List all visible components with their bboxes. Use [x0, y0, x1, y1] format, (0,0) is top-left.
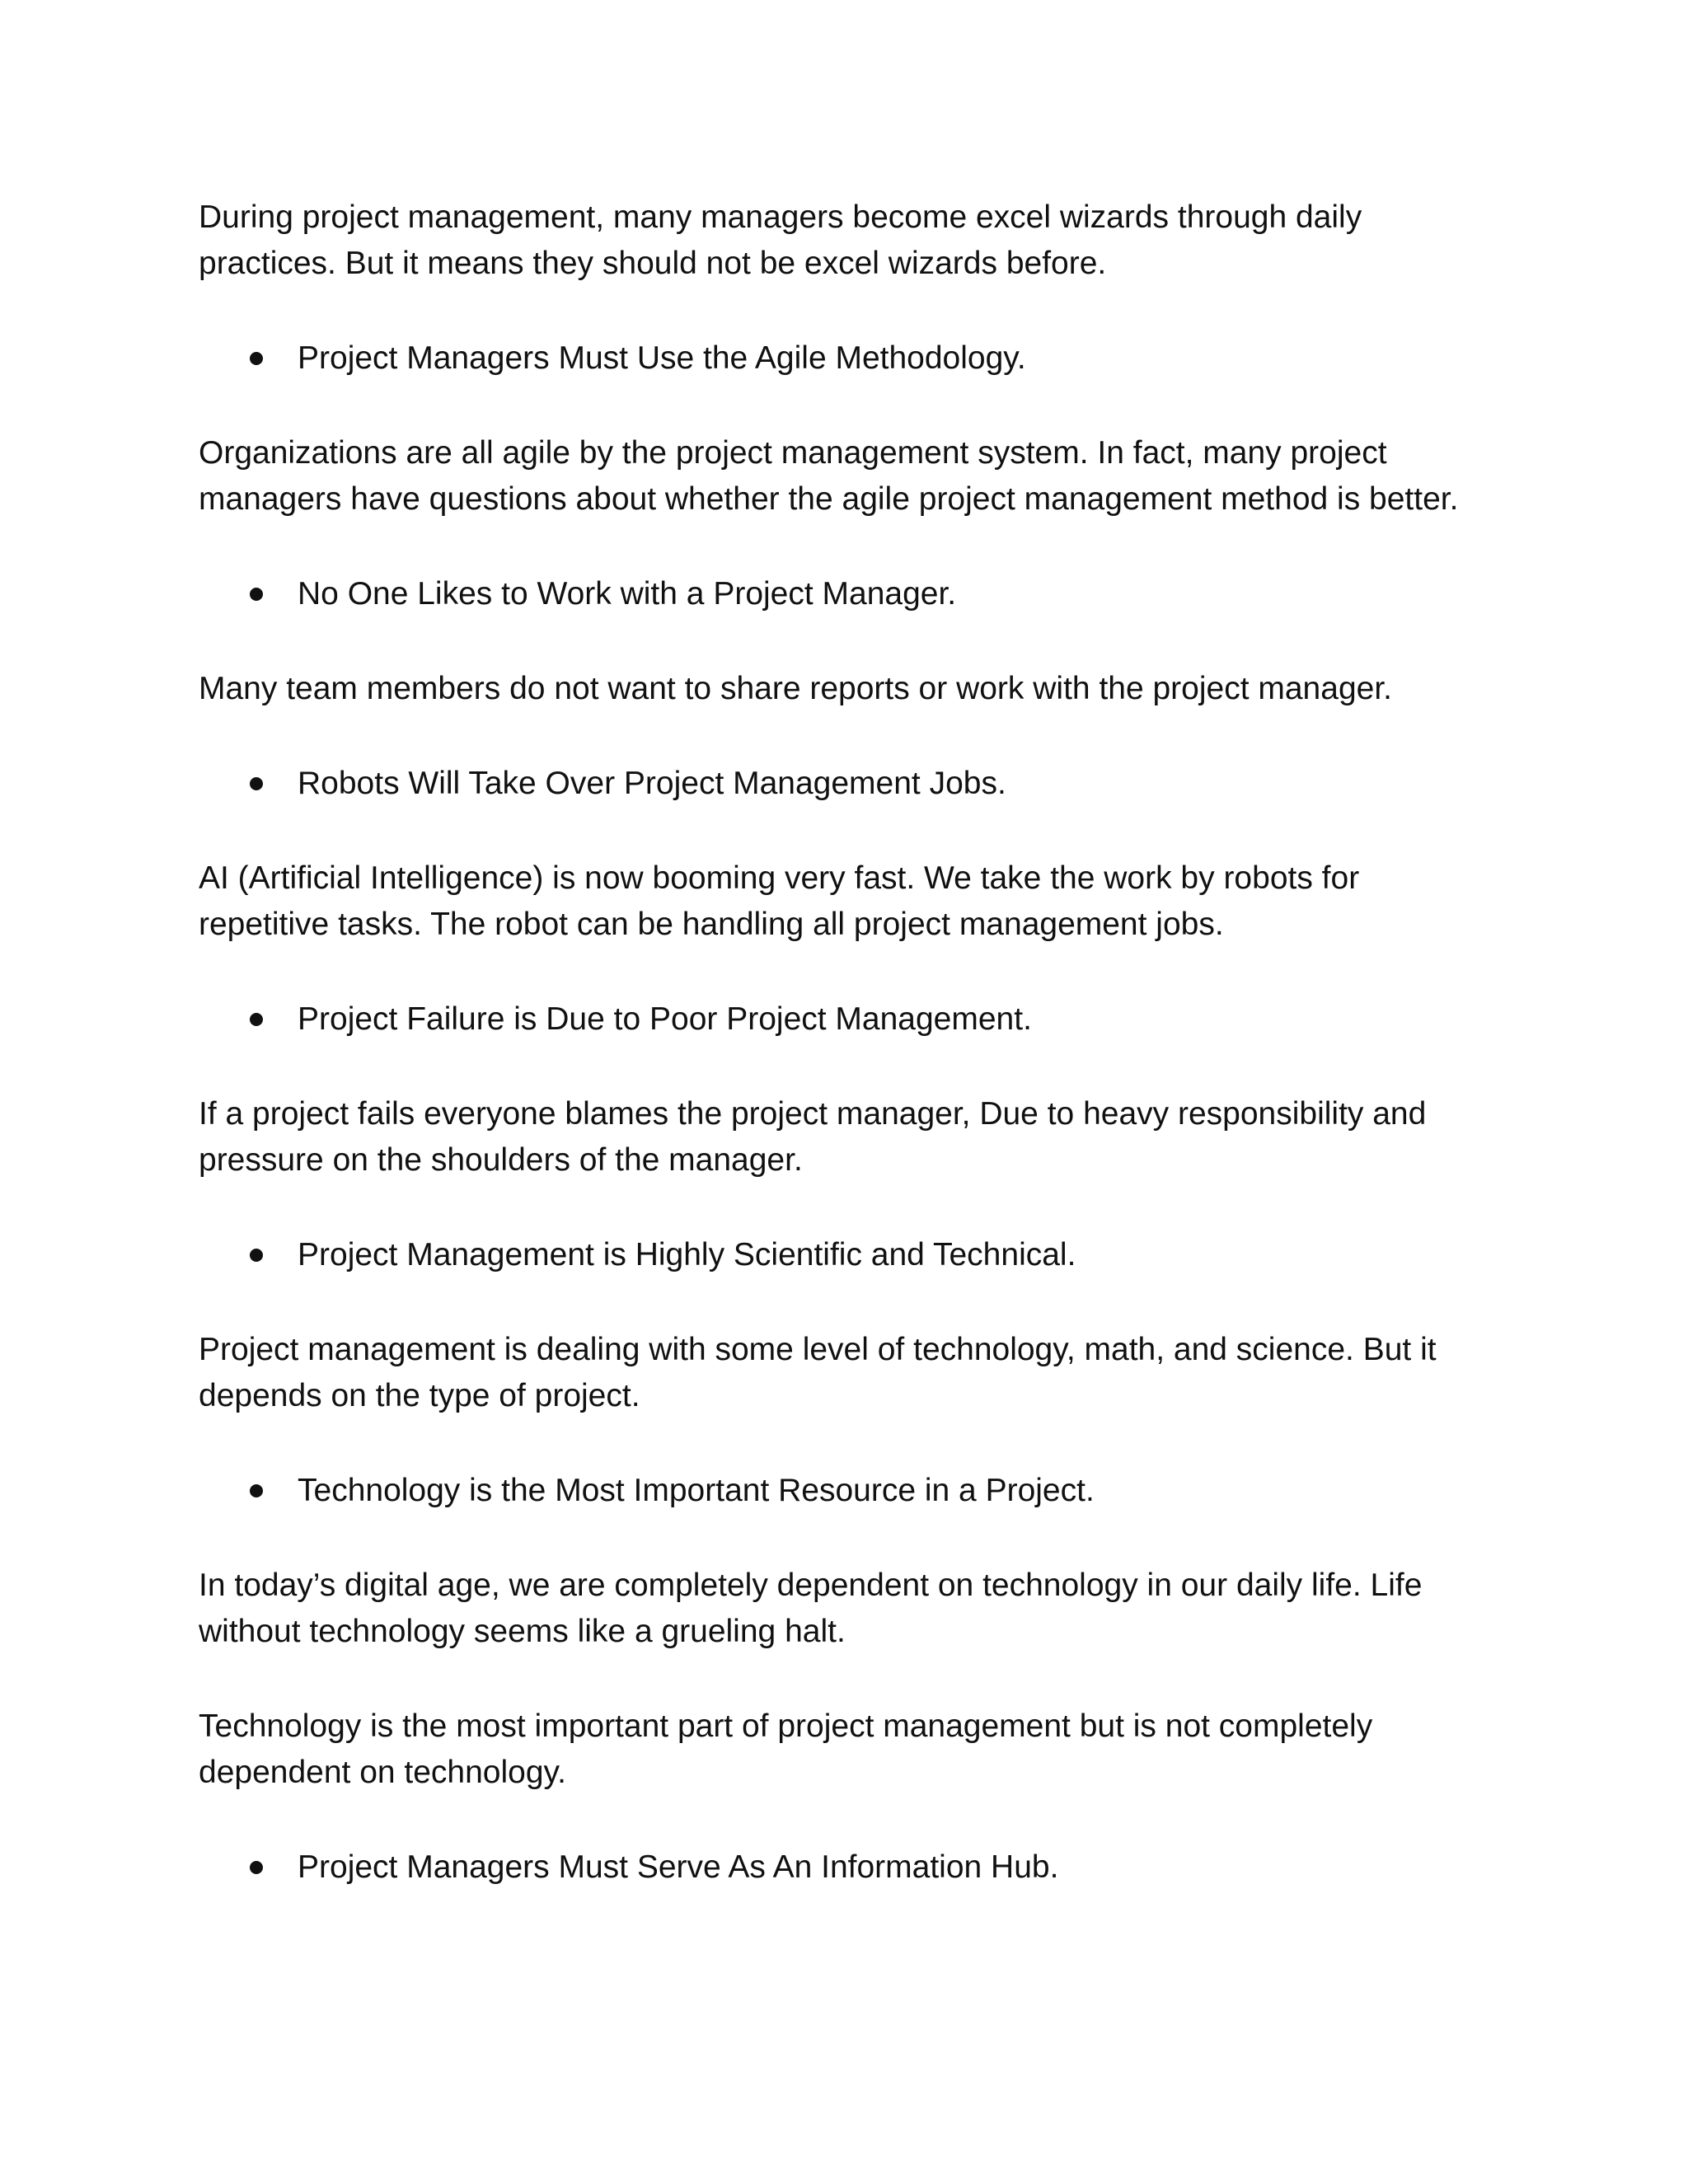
bullet-text: Project Management is Highly Scientific and Technical. — [298, 1237, 1076, 1272]
paragraph: Project management is dealing with some level of technology, math, and science. But it depends on the type of project. — [199, 1332, 1437, 1413]
bullet-icon — [250, 1249, 263, 1262]
bullet-item — [199, 996, 1493, 1043]
bullet-icon — [250, 1861, 263, 1874]
bullet-item — [199, 761, 1493, 807]
bullet-text: Project Managers Must Use the Agile Methodology. — [298, 340, 1026, 376]
bullet-item — [199, 335, 1493, 382]
bullet-item — [199, 1844, 1493, 1891]
bullet-icon — [250, 1013, 263, 1026]
paragraph: If a project fails everyone blames the project manager, Due to heavy responsibility and pressure on the shoulders of the manager. — [199, 1096, 1427, 1178]
paragraph: Organizations are all agile by the project management system. In fact, many project managers have questions about whether the agile project management method is better. — [199, 435, 1459, 517]
bullet-icon — [250, 1484, 263, 1497]
bullet-item — [199, 1232, 1493, 1278]
bullet-icon — [250, 588, 263, 601]
document-body — [199, 194, 1493, 1939]
bullet-item — [199, 571, 1493, 617]
bullet-text: Project Managers Must Serve As An Information Hub. — [298, 1849, 1059, 1885]
bullet-text: Robots Will Take Over Project Management Jobs. — [298, 766, 1006, 801]
paragraph: AI (Artificial Intelligence) is now booming very fast. We take the work by robots for repetitive tasks. The robot can be handling all project management jobs. — [199, 860, 1360, 942]
paragraph: Many team members do not want to share reports or work with the project manager. — [199, 671, 1392, 706]
bullet-text: No One Likes to Work with a Project Manager. — [298, 576, 957, 612]
bullet-text: Technology is the Most Important Resource in a Project. — [298, 1473, 1095, 1508]
bullet-item — [199, 1468, 1493, 1514]
paragraph: Technology is the most important part of project management but is not completely dependent on technology. — [199, 1708, 1373, 1790]
paragraph: During project management, many managers become excel wizards through daily practices. But it means they should not be excel wizards before. — [199, 199, 1362, 281]
bullet-icon — [250, 352, 263, 365]
bullet-text: Project Failure is Due to Poor Project Management. — [298, 1001, 1032, 1037]
paragraph: In today’s digital age, we are completely dependent on technology in our daily life. Life without technology seems like a grueling halt. — [199, 1568, 1423, 1649]
bullet-icon — [250, 777, 263, 790]
